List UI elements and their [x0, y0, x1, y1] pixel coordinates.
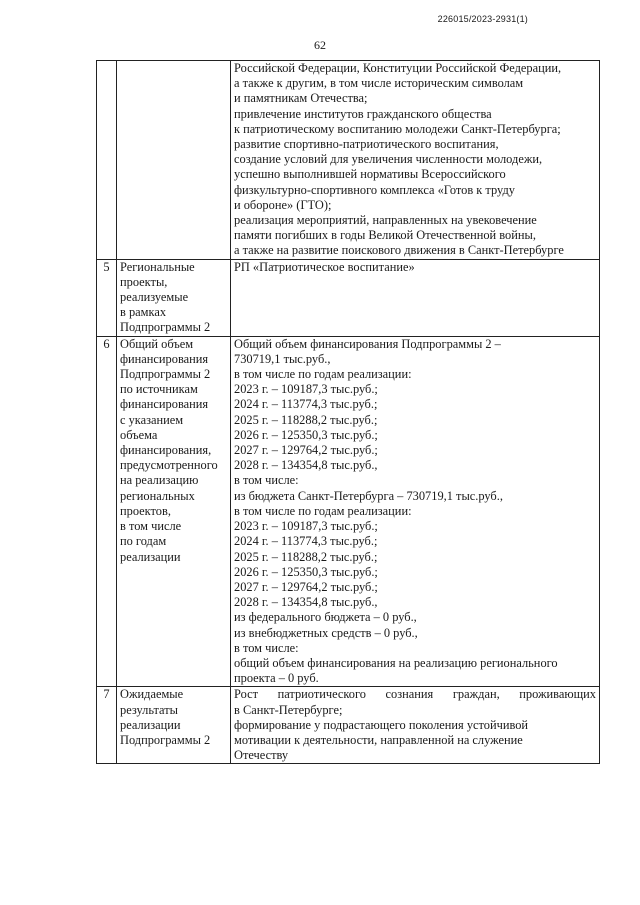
text-line: с указанием [120, 412, 184, 427]
text-line: развитие спортивно-патриотического воспитания, [234, 137, 499, 152]
row-number-cell: 5 [97, 259, 117, 336]
text-line: и памятникам Отечества; [234, 91, 368, 106]
text-line: Ожидаемые [120, 687, 184, 702]
text-line: в том числе [120, 519, 182, 534]
text-line: памяти погибших в годы Великой Отечественной войны, [234, 228, 536, 243]
text-line: 2023 г. – 109187,3 тыс.руб.; [234, 519, 378, 534]
text-line: в Санкт-Петербурге; [234, 702, 343, 717]
text-line: а также к другим, в том числе историческим символам [234, 76, 524, 91]
text-line: реализации [120, 549, 181, 564]
row-number-cell: 7 [97, 687, 117, 764]
text-line: реализуемые [120, 290, 189, 305]
text-line: Подпрограммы 2 [120, 320, 211, 335]
text-line: общий объем финансирования на реализацию регионального [234, 655, 558, 670]
text-line: Российской Федерации, Конституции Российской Федерации, [234, 61, 562, 75]
text-line: 2027 г. – 129764,2 тыс.руб.; [234, 443, 378, 458]
text-line: реализации [120, 717, 181, 732]
text-word: сознания [385, 687, 434, 702]
row-label-cell [117, 259, 231, 336]
text-line: Общий объем финансирования Подпрограммы 2 – [234, 336, 501, 351]
text-line: формирование у подрастающего поколения устойчивой [234, 717, 529, 732]
text-line: проектов, [120, 503, 171, 518]
text-line: результаты [120, 702, 178, 717]
document-registration-number: 226015/2023-2931(1) [437, 14, 528, 24]
text-line: из бюджета Санкт-Петербурга – 730719,1 тыс.руб., [234, 488, 503, 503]
text-line: успешно выполнившей нормативы Всероссийского [234, 167, 506, 182]
row-content-cell [231, 259, 600, 336]
text-line: 2028 г. – 134354,8 тыс.руб., [234, 595, 378, 610]
row-number-cell [97, 61, 117, 260]
text-line: привлечение институтов гражданского общества [234, 106, 492, 121]
text-line: предусмотренного [120, 458, 218, 473]
text-line: 2023 г. – 109187,3 тыс.руб.; [234, 382, 378, 397]
text-line: 2024 г. – 113774,3 тыс.руб.; [234, 397, 378, 412]
text-line: 2024 г. – 113774,3 тыс.руб.; [234, 534, 378, 549]
row-content-cell [231, 336, 600, 687]
text-line: 2026 г. – 125350,3 тыс.руб.; [234, 564, 378, 579]
text-line: РП «Патриотическое воспитание» [234, 259, 415, 274]
passport-table [96, 60, 600, 764]
text-line: 2025 г. – 118288,2 тыс.руб.; [234, 549, 378, 564]
text-word: Рост [234, 687, 259, 702]
content-lines [234, 703, 596, 764]
text-line: реализация мероприятий, направленных на увековечение [234, 213, 537, 228]
text-line: и обороне» (ГТО); [234, 197, 332, 212]
text-line: в том числе по годам реализации: [234, 503, 412, 518]
table-row-financing [97, 336, 600, 687]
text-line: 2026 г. – 125350,3 тыс.руб.; [234, 427, 378, 442]
text-line: из федерального бюджета – 0 руб., [234, 610, 417, 625]
text-line: а также на развитие поискового движения в Санкт-Петербурге [234, 243, 564, 258]
table-row-expected-results [97, 687, 600, 764]
text-line: на реализацию [120, 473, 199, 488]
table-row-continuation [97, 61, 600, 260]
row-label-cell [117, 61, 231, 260]
row-label-cell [117, 687, 231, 764]
text-line: создание условий для увеличения численности молодежи, [234, 152, 543, 167]
text-line: 2028 г. – 134354,8 тыс.руб., [234, 458, 378, 473]
text-line: мотивации к деятельности, направленной на служение [234, 732, 523, 747]
text-line: проекты, [120, 274, 168, 289]
text-line: Отечеству [234, 748, 289, 763]
text-line: в том числе: [234, 473, 299, 488]
text-line: 730719,1 тыс.руб., [234, 351, 331, 366]
text-line: Подпрограммы 2 [120, 732, 211, 747]
text-line: по годам [120, 534, 167, 549]
justified-line [234, 687, 596, 702]
text-line: финансирования, [120, 443, 212, 458]
text-line: по источникам [120, 382, 198, 397]
text-line: в том числе: [234, 640, 299, 655]
text-line: в том числе по годам реализации: [234, 367, 412, 382]
text-line: Региональные [120, 259, 195, 274]
row-content-cell [231, 687, 600, 764]
text-line: физкультурно-спортивного комплекса «Готов к труду [234, 182, 515, 197]
page-number: 62 [314, 38, 326, 52]
text-line: в рамках [120, 305, 167, 320]
table-row-regional-projects [97, 259, 600, 336]
text-line: финансирования [120, 351, 209, 366]
text-line: региональных [120, 488, 195, 503]
text-word: патриотического [277, 687, 366, 702]
text-word: граждан, [452, 687, 500, 702]
text-line: к патриотическому воспитанию молодежи Санкт-Петербурга; [234, 121, 561, 136]
text-line: объема [120, 427, 158, 442]
text-line: 2027 г. – 129764,2 тыс.руб.; [234, 579, 378, 594]
text-line: проекта – 0 руб. [234, 671, 319, 686]
text-line: Подпрограммы 2 [120, 367, 211, 382]
row-number-cell: 6 [97, 336, 117, 687]
text-line: 2025 г. – 118288,2 тыс.руб.; [234, 412, 378, 427]
text-line: Общий объем [120, 336, 194, 351]
text-line: из внебюджетных средств – 0 руб., [234, 625, 418, 640]
row-content-cell [231, 61, 600, 260]
text-word: проживающих [519, 687, 596, 702]
row-label-cell [117, 336, 231, 687]
text-line: финансирования [120, 397, 209, 412]
